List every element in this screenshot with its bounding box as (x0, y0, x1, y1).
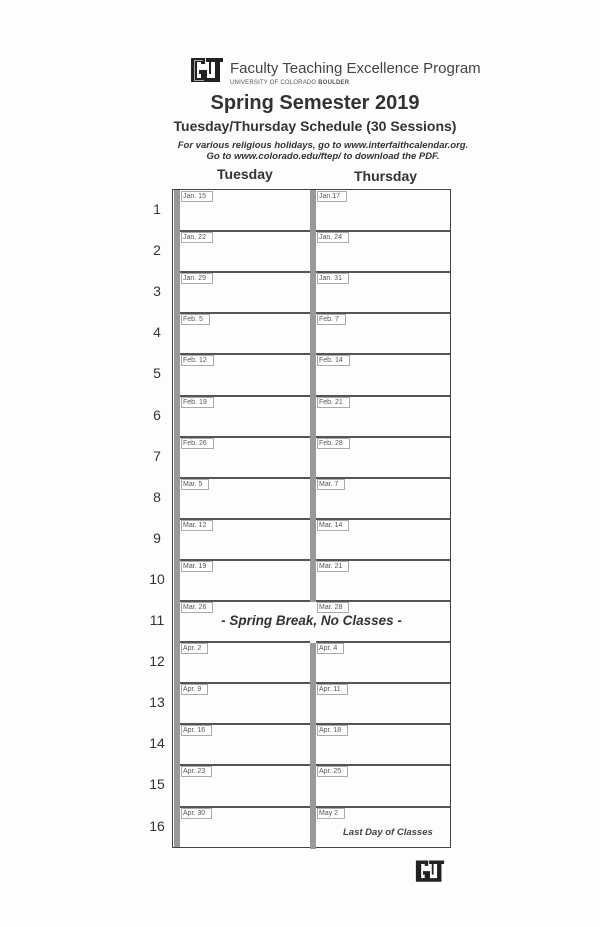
thursday-cell[interactable] (316, 313, 450, 354)
week-row (173, 190, 450, 231)
thursday-cell[interactable] (316, 396, 450, 437)
week-row (173, 724, 450, 765)
week-number: 12 (149, 653, 165, 670)
thursday-date: Apr. 18 (317, 725, 348, 736)
week-number: 10 (149, 570, 165, 587)
week-row (173, 231, 450, 272)
thursday-date: Jan. 24 (317, 232, 349, 243)
thursday-date: Jan. 31 (317, 273, 349, 284)
tuesday-cell[interactable] (180, 437, 310, 478)
week-row (173, 437, 450, 478)
holiday-note: For various religious holidays, go to www.interfaithcalendar.org. (177, 140, 469, 151)
week-number: 8 (153, 488, 161, 505)
university-bold: BOULDER (318, 80, 350, 86)
tuesday-date: Apr. 23 (181, 766, 212, 777)
tuesday-cell[interactable] (180, 560, 310, 601)
tuesday-date: Apr. 9 (181, 684, 208, 695)
tuesday-date: Mar. 19 (181, 561, 213, 572)
week-row (173, 478, 450, 519)
thursday-cell[interactable] (316, 642, 450, 683)
cu-logo-icon (189, 54, 225, 88)
pdf-note: Go to www.colorado.edu/ftep/ to download the PDF. (206, 151, 440, 162)
university-name (230, 80, 349, 86)
thursday-cell[interactable] (316, 272, 450, 313)
week-number: 16 (149, 817, 165, 834)
week-number: 4 (153, 324, 161, 341)
thursday-date: Apr. 4 (317, 643, 344, 654)
page-title: Spring Semester 2019 (210, 92, 420, 114)
column-header-tuesday: Tuesday (217, 166, 273, 182)
tuesday-cell[interactable] (180, 683, 310, 724)
tuesday-date: Jan. 29 (181, 273, 213, 284)
tuesday-cell[interactable] (180, 354, 310, 395)
tuesday-date: Mar. 12 (181, 520, 213, 531)
week-row (173, 272, 450, 313)
week-number: 9 (153, 529, 161, 546)
program-name: Faculty Teaching Excellence Program (230, 60, 481, 77)
week-row (173, 642, 450, 683)
thursday-date: Feb. 21 (317, 397, 350, 408)
spring-break-label: - Spring Break, No Classes - (221, 613, 402, 628)
week-row (173, 683, 450, 724)
week-row (173, 519, 450, 560)
column-header-thursday: Thursday (354, 168, 418, 184)
week-row (173, 765, 450, 806)
week-row (173, 601, 450, 642)
tuesday-date: Apr. 30 (181, 808, 212, 819)
thursday-date: Apr. 25 (317, 766, 348, 777)
week-number: 5 (153, 365, 161, 382)
schedule-grid (172, 189, 451, 848)
week-number: 11 (149, 612, 165, 628)
tuesday-date: Feb. 5 (181, 314, 210, 325)
tuesday-cell[interactable] (180, 396, 310, 437)
page-subtitle: Tuesday/Thursday Schedule (30 Sessions) (173, 118, 457, 134)
tuesday-cell[interactable] (180, 272, 310, 313)
week-number: 1 (153, 201, 161, 217)
week-row (173, 313, 450, 354)
tuesday-date: Mar. 5 (181, 479, 209, 490)
week-number: 7 (153, 447, 161, 464)
week-number: 15 (149, 776, 165, 793)
thursday-date: May 2 (317, 808, 345, 819)
thursday-cell[interactable] (316, 190, 450, 231)
week-number: 14 (149, 735, 165, 752)
thursday-cell[interactable] (316, 683, 450, 724)
week-number: 6 (153, 406, 161, 423)
tuesday-date: Mar. 26 (181, 602, 213, 613)
tuesday-cell[interactable] (180, 519, 310, 560)
tuesday-date: Feb. 19 (181, 397, 214, 408)
tuesday-date: Apr. 16 (181, 725, 212, 736)
week-row (173, 354, 450, 395)
week-number: 13 (149, 694, 165, 711)
cu-logo-bottom-icon (414, 857, 446, 887)
thursday-cell[interactable] (316, 765, 450, 806)
week-row (173, 560, 450, 601)
thursday-date: Feb. 14 (317, 355, 350, 366)
thursday-cell[interactable] (316, 231, 450, 272)
thursday-date: Jan.17 (317, 191, 347, 202)
tuesday-cell[interactable] (180, 724, 310, 765)
thursday-cell[interactable] (316, 478, 450, 519)
thursday-date: Apr. 11 (317, 684, 348, 695)
thursday-cell[interactable] (316, 560, 450, 601)
tuesday-cell[interactable] (180, 765, 310, 806)
tuesday-date: Jan. 15 (181, 191, 213, 202)
week-row (173, 396, 450, 437)
tuesday-date: Feb. 26 (181, 438, 214, 449)
week-number: 2 (153, 242, 161, 259)
tuesday-cell[interactable] (180, 190, 310, 231)
thursday-date: Mar. 7 (317, 479, 345, 490)
university-prefix: UNIVERSITY OF COLORADO (230, 80, 319, 86)
tuesday-date: Jan. 22 (181, 232, 213, 243)
tuesday-cell[interactable] (180, 313, 310, 354)
thursday-date: Mar. 28 (317, 602, 349, 613)
week-number: 3 (153, 283, 161, 300)
thursday-cell[interactable] (316, 519, 450, 560)
week-row (173, 807, 450, 848)
tuesday-cell[interactable] (180, 478, 310, 519)
thursday-date: Mar. 14 (317, 520, 349, 531)
thursday-cell[interactable] (316, 724, 450, 765)
thursday-date: Feb. 28 (317, 438, 350, 449)
thursday-cell[interactable] (316, 354, 450, 395)
thursday-cell[interactable] (316, 437, 450, 478)
tuesday-cell[interactable] (180, 807, 310, 848)
tuesday-cell[interactable] (180, 231, 310, 272)
thursday-date: Feb. 7 (317, 314, 346, 325)
tuesday-cell[interactable] (180, 642, 310, 683)
thursday-date: Mar. 21 (317, 561, 349, 572)
tuesday-date: Feb. 12 (181, 355, 214, 366)
tuesday-date: Apr. 2 (181, 643, 208, 654)
last-day-label: Last Day of Classes (343, 826, 433, 838)
